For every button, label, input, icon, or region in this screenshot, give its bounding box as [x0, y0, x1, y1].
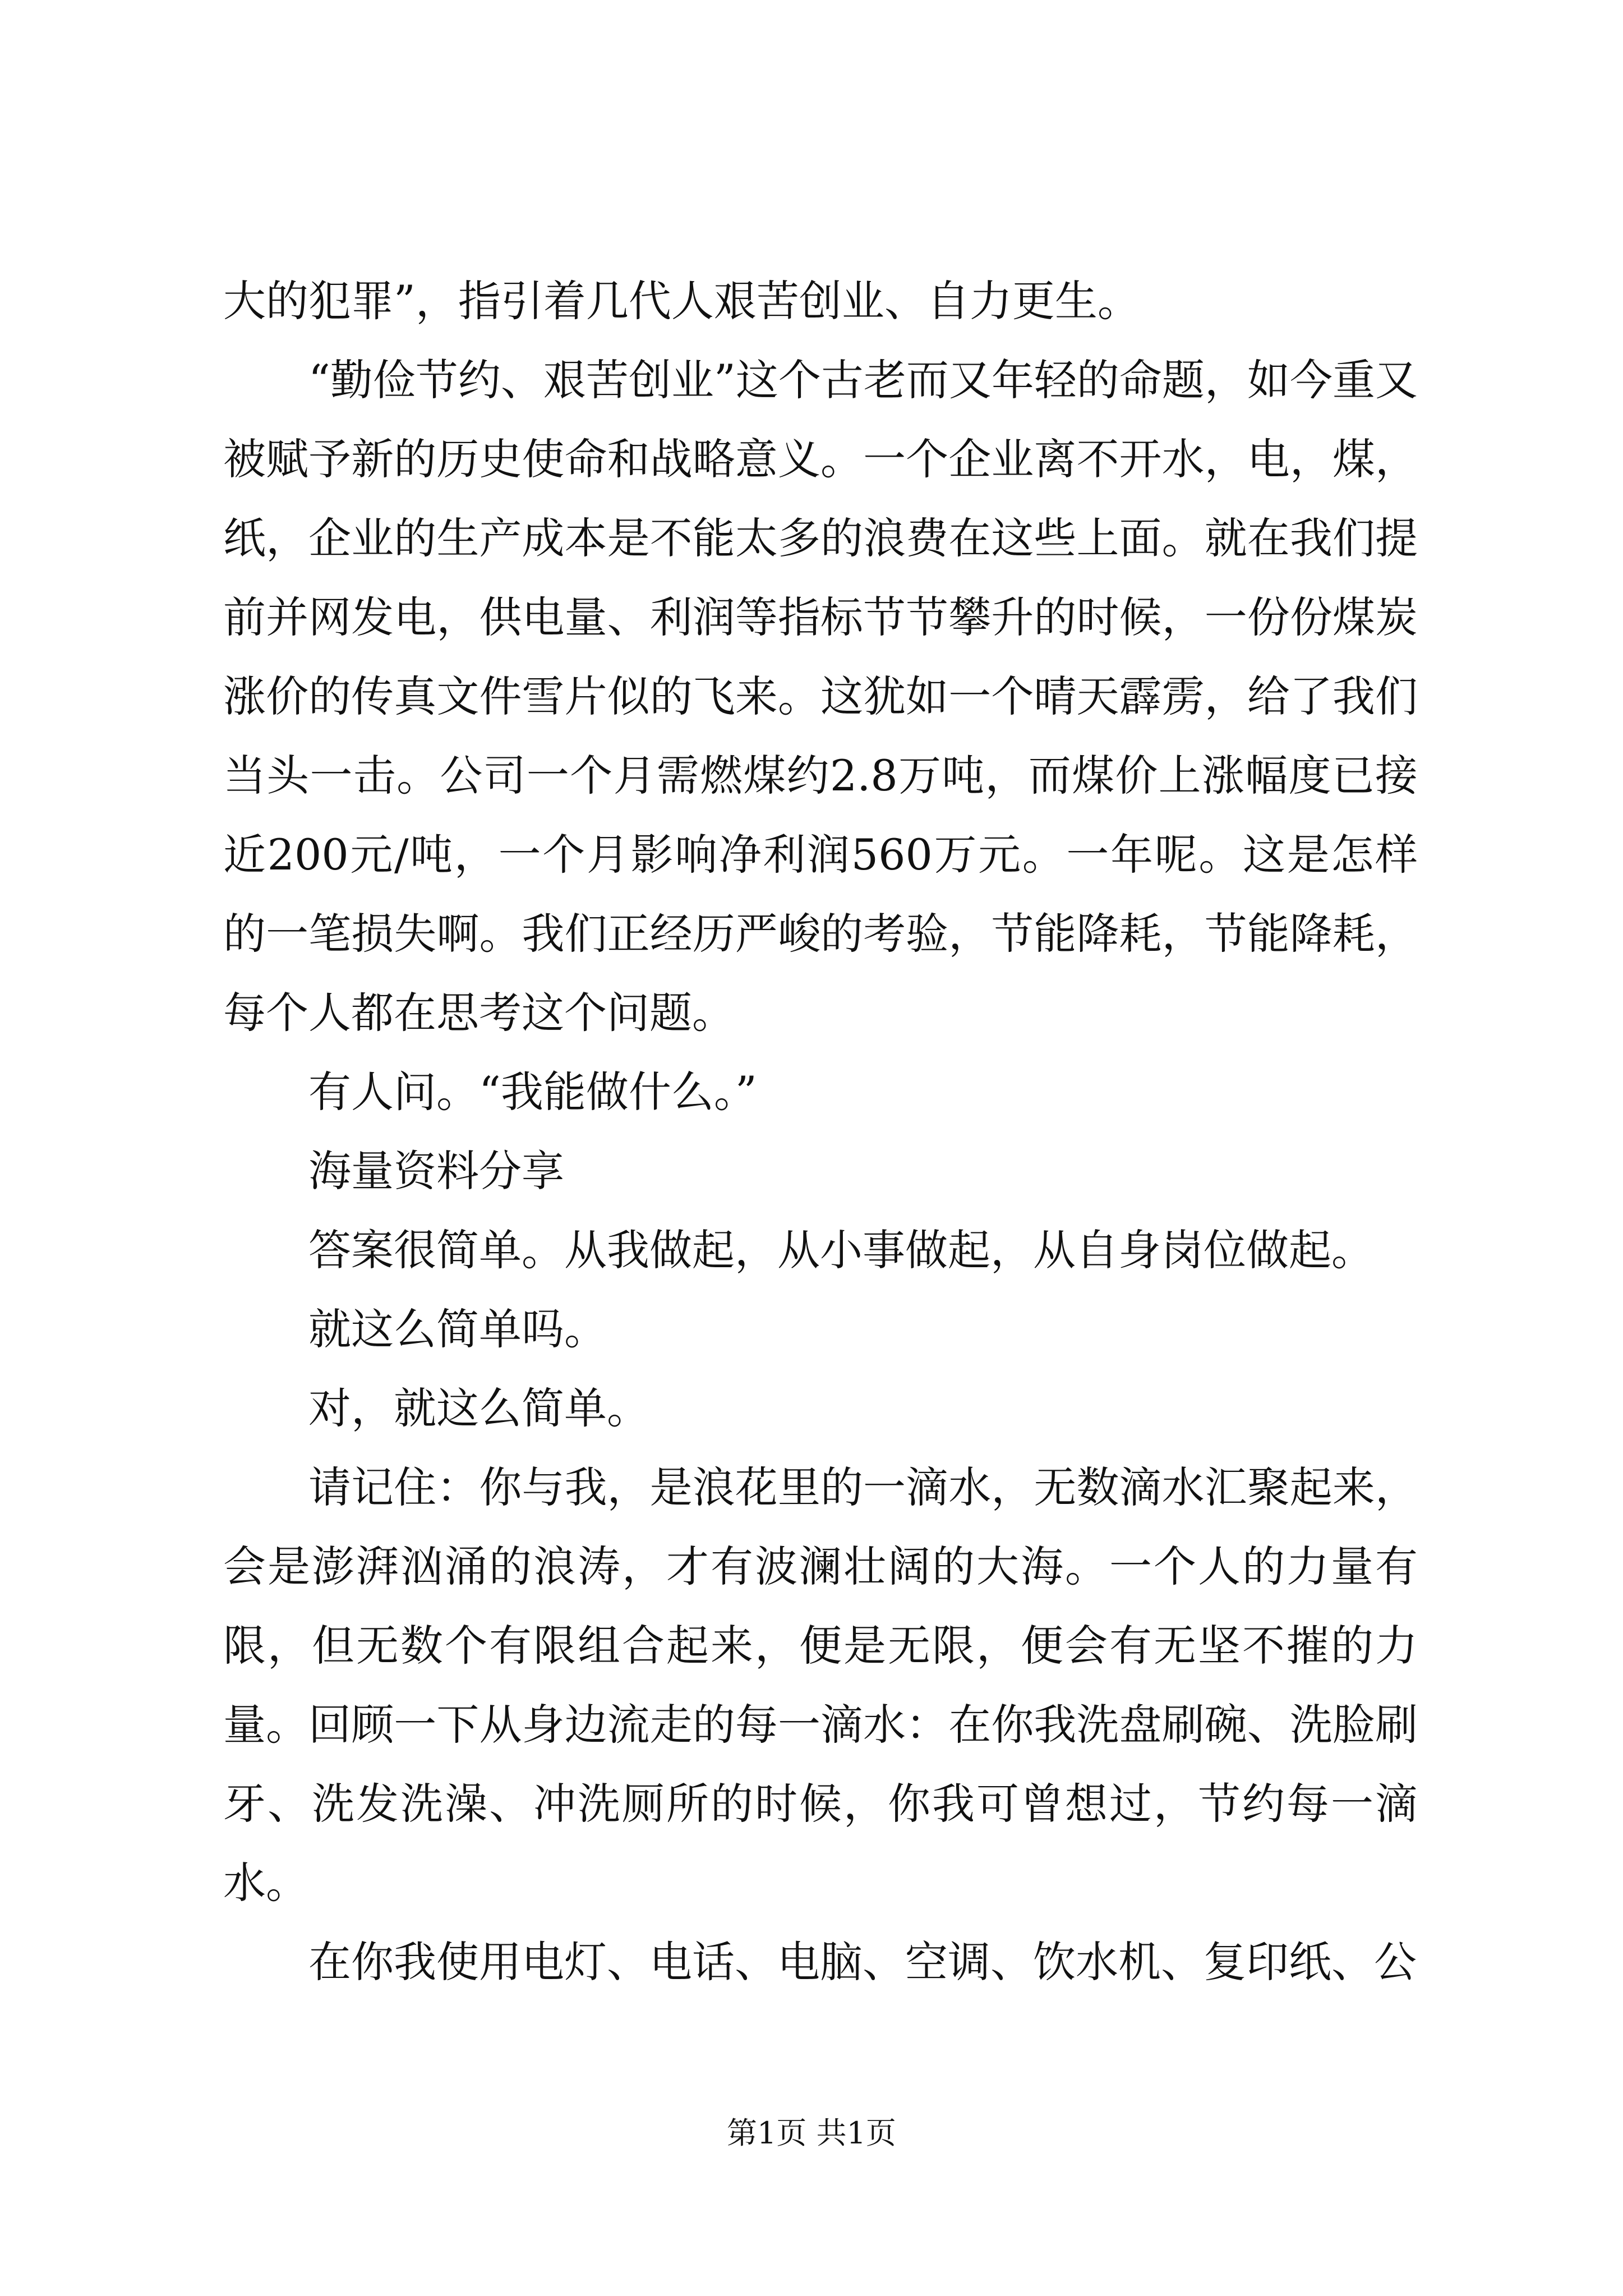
page-footer [0, 2114, 1623, 2153]
paragraph-7: 对，就这么简单。 [308, 1383, 649, 1433]
page-number-label: 第1页 共1页 [727, 2115, 896, 2151]
paragraph-1: 大的犯罪”，指引着几代人艰苦创业、自力更生。 [223, 276, 1140, 326]
paragraph-3: 有人问。“我能做什么。” [308, 1067, 757, 1117]
paragraph-5: 答案很简单。从我做起，从小事做起，从自身岗位做起。 [308, 1225, 1374, 1275]
document-body [223, 261, 1418, 2001]
paragraph-6: 就这么简单吗。 [308, 1304, 607, 1354]
paragraph-4: 海量资料分享 [308, 1146, 564, 1196]
paragraph-2: “勤俭节约、艰苦创业”这个古老而又年轻的命题，如今重又被赋予新的历史使命和战略意义。一个企业离不开水，电，煤，纸，企业的生产成本是不能太多的浪费在这些上面。就在我们提前并网发电，供电量、利润等指标节节攀升的时候，一份份煤炭涨价的传真文件雪片似的飞来。这犹如一个晴天霹雳，给了我们当头一击。公司一个月需燃煤约2.8万吨，而煤价上涨幅度已接近200元/吨，一个月影响净利润560万元。一年呢。这是怎样的一笔损失啊。我们正经历严峻的考验，节能降耗，节能降耗，每个人都在思考这个问题。 [223, 355, 1418, 1038]
paragraph-9: 在你我使用电灯、电话、电脑、空调、饮水机、复印纸、公 [308, 1937, 1417, 1987]
paragraph-8: 请记住：你与我，是浪花里的一滴水，无数滴水汇聚起来，会是澎湃汹涌的浪涛，才有波澜壮阔的大海。一个人的力量有限，但无数个有限组合起来，便是无限，便会有无坚不摧的力量。回顾一下从身边流走的每一滴水：在你我洗盘刷碗、洗脸刷牙、洗发洗澡、冲洗厕所的时候，你我可曾想过，节约每一滴水。 [223, 1462, 1418, 1908]
